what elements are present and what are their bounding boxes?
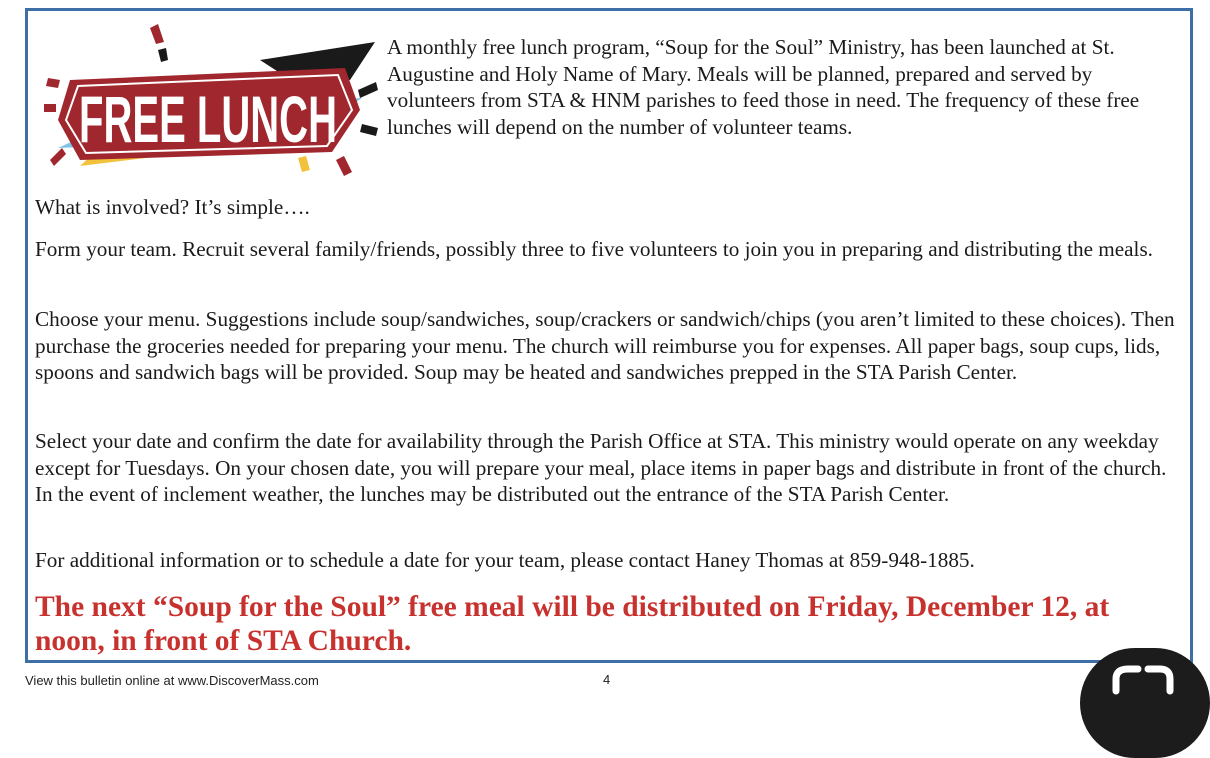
body-paragraph-team: Form your team. Recruit several family/friends, possibly three to five volunteers to join you in preparing and distributing the meals. [35, 237, 1153, 261]
logo-dash [158, 48, 168, 62]
logo-dash [336, 156, 352, 176]
logo-dash [44, 104, 56, 112]
body-paragraph-menu: Choose your menu. Suggestions include soup/sandwiches, soup/crackers or sandwich/chips (you aren’t limited to these choices). Then purchase the groceries needed for preparing your menu. The church will reimburse you for expenses. All paper bags, soup cups, lids, spoons and sandwich bags will be provided. Soup may be heated and sandwiches prepped in the STA Parish Center. [35, 307, 1175, 384]
logo-dash [50, 148, 66, 166]
logo-dash [360, 124, 378, 136]
intro-paragraph: A monthly free lunch program, “Soup for the Soul” Ministry, has been launched at St. Augustine and Holy Name of Mary. Meals will be planned, prepared and served by volunteers from STA & HNM parishes to feed those in need. The frequency of these free lunches will depend on the number of volunteer teams. [387, 35, 1140, 139]
logo-dash [150, 24, 164, 44]
logo-dash [46, 78, 60, 88]
free-lunch-logo [40, 20, 385, 178]
bulletin-online-link[interactable]: View this bulletin online at www.DiscoverMass.com [25, 673, 319, 688]
next-meal-announcement: The next “Soup for the Soul” free meal will be distributed on Friday, December 12, at noon, in front of STA Church. [35, 591, 1110, 657]
logo-dash [358, 82, 378, 98]
body-paragraph-contact: For additional information or to schedule a date for your team, please contact Haney Thomas at 859-948-1885. [35, 548, 975, 572]
logo-text: FREE LUNCH [79, 82, 337, 156]
corner-overlay-icon [1108, 661, 1178, 691]
body-paragraph-date: Select your date and confirm the date for availability through the Parish Office at STA. This ministry would operate on any weekday except for Tuesdays. On your chosen date, you will prepare your meal, place items in paper bags and distribute in front of the church. In the event of inclement weather, the lunches may be distributed out the entrance of the STA Parish Center. [35, 429, 1167, 506]
logo-dash [298, 156, 310, 172]
body-paragraph-question: What is involved? It’s simple…. [35, 195, 310, 219]
page-number: 4 [603, 672, 611, 687]
